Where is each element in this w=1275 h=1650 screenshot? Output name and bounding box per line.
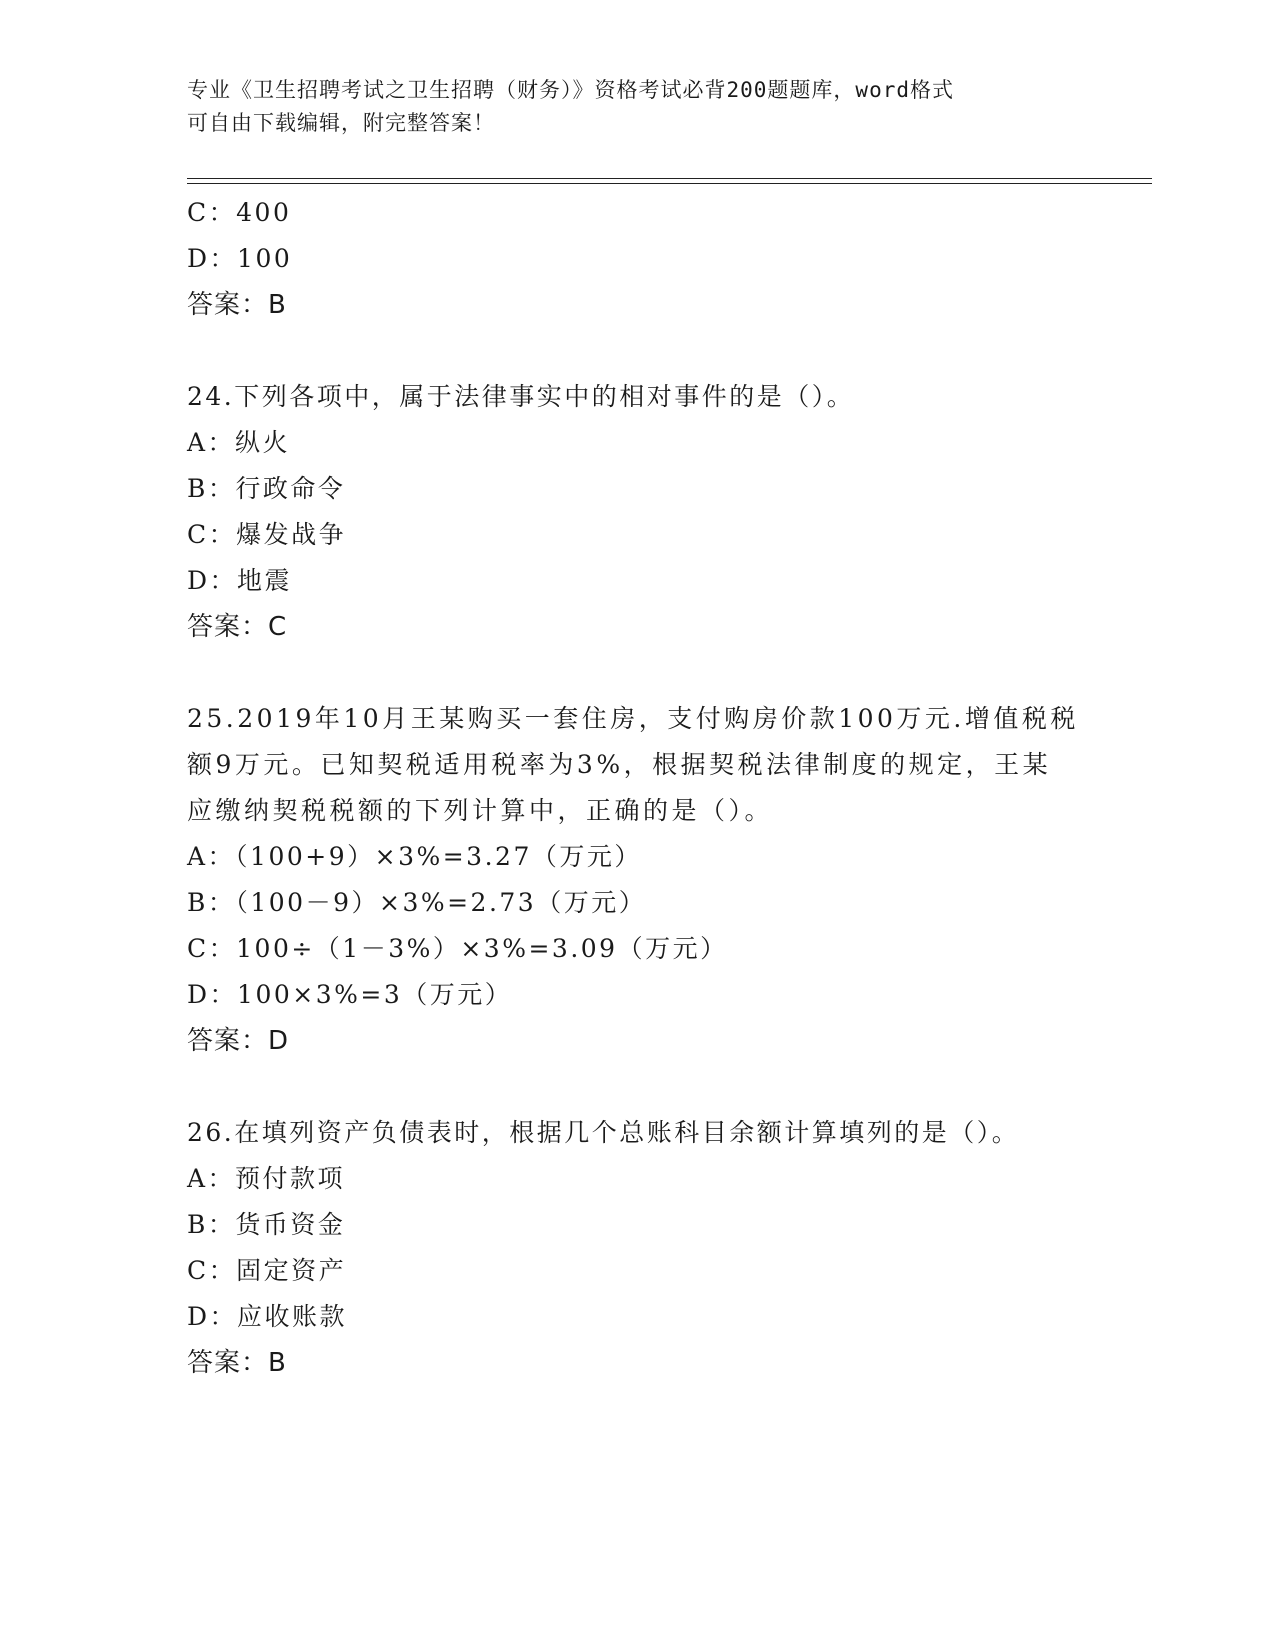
q23-option-c: C：400 bbox=[187, 198, 292, 227]
q25-option-c: C：100÷（1－3%）×3%=3.09（万元） bbox=[187, 934, 728, 963]
q26-option-d: D：应收账款 bbox=[187, 1302, 348, 1331]
q23-answer: 答案：B bbox=[187, 290, 287, 320]
q26-option-b: B：货币资金 bbox=[187, 1210, 346, 1239]
spacer bbox=[187, 1064, 1087, 1110]
question-24 bbox=[187, 374, 1087, 650]
q23-option-d: D：100 bbox=[187, 244, 293, 273]
question-25 bbox=[187, 696, 1087, 1064]
q24-option-b: B：行政命令 bbox=[187, 474, 346, 503]
q24-answer: 答案：C bbox=[187, 612, 288, 642]
q25-question-line-1: 25.2019年10月王某购买一套住房，支付购房价款100万元.增值税税 bbox=[187, 704, 1079, 733]
q24-question: 24.下列各项中，属于法律事实中的相对事件的是（）。 bbox=[187, 382, 855, 411]
header-divider-top bbox=[187, 178, 1152, 179]
question-list bbox=[187, 190, 1087, 1386]
header-divider-bottom bbox=[187, 183, 1152, 184]
q24-option-a: A：纵火 bbox=[187, 428, 291, 457]
q25-answer: 答案：D bbox=[187, 1026, 290, 1056]
spacer bbox=[187, 650, 1087, 696]
q26-option-a: A：预付款项 bbox=[187, 1164, 346, 1193]
q25-question-line-2: 额9万元。已知契税适用税率为3%，根据契税法律制度的规定，王某 bbox=[187, 750, 1052, 779]
question-26 bbox=[187, 1110, 1087, 1386]
q25-question bbox=[187, 696, 1087, 834]
spacer bbox=[187, 328, 1087, 374]
q25-option-a: A：（100+9）×3%=3.27（万元） bbox=[187, 842, 642, 871]
q24-option-d: D：地震 bbox=[187, 566, 293, 595]
header-line-2: 可自由下载编辑，附完整答案！ bbox=[187, 111, 495, 135]
header-line-1: 专业《卫生招聘考试之卫生招聘（财务）》资格考试必背200题题库，word格式 bbox=[187, 78, 954, 102]
q25-question-line-3: 应缴纳契税税额的下列计算中，正确的是（）。 bbox=[187, 796, 774, 825]
q24-option-c: C：爆发战争 bbox=[187, 520, 347, 549]
q25-option-b: B：（100－9）×3%=2.73（万元） bbox=[187, 888, 647, 917]
q26-question: 26.在填列资产负债表时，根据几个总账科目余额计算填列的是（）。 bbox=[187, 1118, 1020, 1147]
question-23-tail bbox=[187, 190, 1087, 328]
q25-option-d: D：100×3%=3（万元） bbox=[187, 980, 513, 1009]
document-header bbox=[187, 74, 1077, 140]
q26-answer: 答案：B bbox=[187, 1348, 287, 1378]
q26-option-c: C：固定资产 bbox=[187, 1256, 347, 1285]
